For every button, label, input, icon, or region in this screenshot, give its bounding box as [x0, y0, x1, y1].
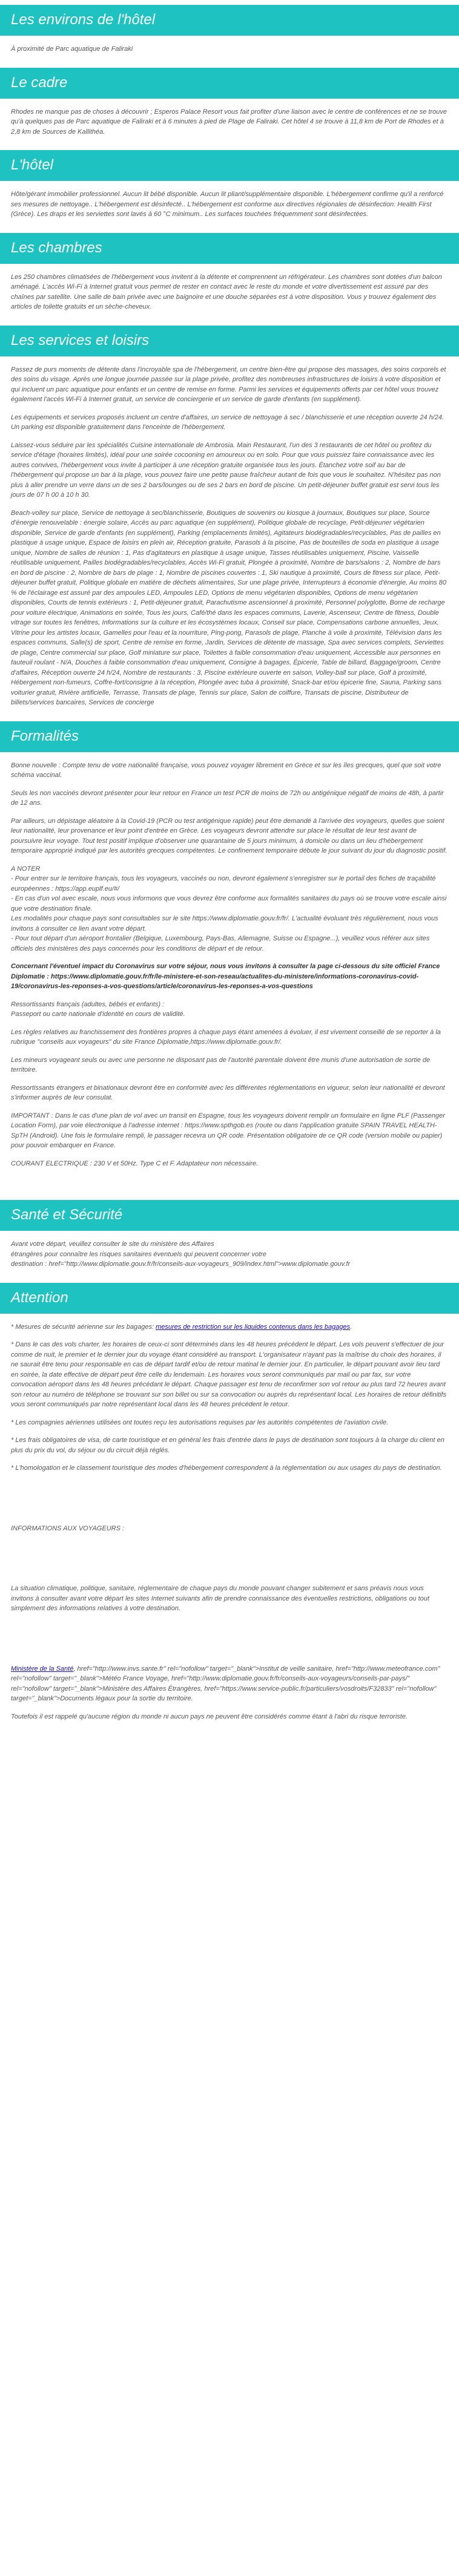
section-title: Formalités [0, 721, 459, 752]
formalites-paragraph: Bonne nouvelle : Compte tenu de votre nationalité française, vous pouvez voyager librement en Grèce et sur les îles grecques, quel que soit votre schéma vaccinal. [11, 761, 441, 779]
section-title: Attention [0, 1283, 459, 1314]
formalites-paragraph: Ressortissants étrangers et binationaux devront être en conformité avec les différentes réglementations en vigueur, selon leur nationalité et devront s'informer auprès de leur consulat. [11, 1084, 445, 1101]
hotel-text: Hôte/gérant immobilier professionnel. Aucun lit bébé disponible. Aucun lit pliant/supplémentaire disponible. L'hébergement confirme qu'il a renforcé ses mesures de nettoyage.. L'hébergement est désinfecté.. L'hébergement est conforme aux directives régionales de désinfection: Health First (Grèce). Les draps et les serviettes sont lavés à 60 °C minimum.. Les surfaces touchées fréquemment sont désinfectées. [11, 191, 444, 218]
formalites-paragraph: Les mineurs voyageant seuls ou avec une personne ne disposant pas de l'autorité parentale doivent être munis d'une autorisation de sortie de territoire. [11, 1056, 431, 1073]
attention-paragraph: * L'homologation et le classement touristique des modes d'hébergement correspondent à la réglementation ou aux usages du pays de destination. [11, 1464, 442, 1472]
sante-line: étrangères pour connaître les risques sanitaires éventuels qui peuvent concerner votre [11, 1250, 266, 1258]
services-paragraph: Passez de purs moments de détente dans l'incroyable spa de l'hébergement, un centre bien-être qui propose des massages, des soins corporels et des soins du visage. Après une longue journée passée sur la plage privée, profitez des nombreuses infrastructures de loisirs à votre disposition et qui incluent un parc aquatique pour enfants et un centre de remise en forme. Parmi les services et équipements offerts par cet hôtel vous trouvez également l'accès Wi-Fi à Internet gratuit, un service de conciergerie et un service de garde d'enfants (en supplément). [11, 365, 446, 403]
sante-block [11, 1239, 448, 1270]
environs-text: À proximité de Parc aquatique de Faliraki [11, 45, 133, 53]
section-attention [0, 1283, 459, 1722]
situation-paragraph: La situation climatique, politique, sanitaire, réglementaire de chaque pays du monde pouvant changer subitement et sans préavis nous vous invitons à consulter avant votre départ les sites Internet suivants afin de prendre connaissance des éventuelles restrictions, obligations ou tout simplement des informations relatives à votre destination. [11, 1585, 429, 1612]
services-paragraph: Laissez-vous séduire par les spécialités Cuisine internationale de Ambrosia. Main Restaurant, l'un des 3 restaurants de cet hôtel ou profitez du service d'étage (horaires limités), idéal pour une soirée cocooning en amoureux ou en solo. Pour que vous puissiez faire connaissance avec les autres convives, l'hébergement vous invite à participer à une réception gratuite organisée tous les jours. Étanchez votre soif au bar de l'hébergement qui propose un bar à la plage, vous pouvez faire une petite pause fraîcheur autant de fois que vous le souhaitez. N'hésitez pas non plus à aller prendre un verre dans un de ses 2 bars/lounges ou de ses 2 bars en bord de piscine. Un petit-déjeuner buffet gratuit est servi tous les jours de 07 h 00 à 10 h 30. [11, 441, 441, 499]
links-rest: , href="http://www.invs.sante.fr" rel="nofollow" target="_blank">Institut de veille sanitaire, href="http://www.meteofrance.com" rel="nofollow" target="_blank">Météo France Voyage, href="http://www.diplomatie.gouv.fr/fr/conseils-aux-voyageurs/conseils-par-pays/" rel="nofollow" target="_blank">Ministère des Affaires Étrangères, href="https://www.service-public.fr/particuliers/vosdroits/F32833" rel="nofollow" target="_blank">Documents légaux pour la sortie du territoire. [11, 1665, 440, 1702]
section-hotel [0, 150, 459, 220]
section-title: Les chambres [0, 233, 459, 264]
coronavirus-notice: Concernant l'éventuel impact du Coronavirus sur votre séjour, nous vous invitons à consulter la page ci-dessous du site officiel France Diplomatie : https://www.diplomatie.gouv.fr/fr/le-ministere-et-son-reseau/actualites-du-ministere/informations-coronavirus-covid-19/coronavirus-les-reponses-a-vos-questions/article/coronavirus-les-reponses-a-vos-questions [11, 963, 440, 990]
attention-paragraph: * Dans le cas des vols charter, les horaires de ceux-ci sont déterminés dans les 48 heures précédent le départ. Les vols peuvent s'effectuer de jour comme de nuit, le premier et le dernier jour du voyage étant considéré au transport. L'organisateur n'ayant pas la maîtrise du choix des horaires, il ne saurait être tenu pour responsable en cas de départ tardif et/ou de retour matinal le dernier jour. En particulier, le départ pouvant avoir lieu tard en soirée, la date effective de départ peut être celle du lendemain. Les horaires vous seront communiqués par mail ou par fax, sur votre convocation aéroport dans les 48 heures précédant le départ. Chaque passager est tenu de reconfirmer son vol retour au plus tard 72 heures avant son retour au numéro de téléphone se trouvant sur son billet ou sur sa convocation ou auprès du représentant local. Les horaires de retour définitifs vous seront communiqués par notre représentant local dans les 48 heures précédent le retour. [11, 1341, 447, 1408]
formalites-paragraph: Seuls les non vaccinés devront présenter pour leur retour en France un test PCR de moins de 72h ou antigénique négatif de moins de 48h, à partir de 12 ans. [11, 789, 444, 807]
note-line: - En cas d'un vol avec escale, nous vous informons que vous devrez être conforme aux formalités sanitaires du pays où se trouve votre escale ainsi que votre destination finale. [11, 895, 447, 913]
section-environs [0, 5, 459, 54]
attention-paragraph: * Les frais obligatoires de visa, de carte touristique et en général les frais d'entrée dans le pays de destination sont toujours à la charge du client en plus du prix du vol, du séjour ou du circuit déjà réglés. [11, 1437, 444, 1454]
services-paragraph: Beach-volley sur place, Service de nettoyage à sec/blanchisserie, Boutiques de souvenirs ou kiosque à journaux, Boutiques sur place, Source d'énergie renouvelable : énergie solaire, Accès au parc aquatique (en supplément), Politique globale de recyclage, Petit-déjeuner végétarien disponible, Service de garde d'enfants (en supplément), Parking (emplacements limités), Agitateurs biodégradables/recyclables, Pas de pailles en plastique à usage unique, Espace de loisirs en plein air, Réception gratuite, Parasols à la piscine, Pas de bouteilles de soda en plastique à usage unique, Nombre de salles de réunion : 1, Pas d'agitateurs en plastique à usage unique, Tasses réutilisables uniquement, Piscine, Vaisselle réutilisable uniquement, Pailles biodégradables/recyclables, Accès Wi-Fi gratuit, Plongée à proximité, Nombre de bars/salons : 2, Nombre de bars en bord de piscine : 2, Nombre de bars de plage : 1, Nombre de piscines couvertes : 1, Ski nautique à proximité, Cours de fitness sur place, Petit-déjeuner buffet gratuit, Politique globale en matière de déchets alimentaires, Sur une plage privée, Interrupteurs à économie d'énergie, Au moins 80 % de l'éclairage est assuré par des ampoules LED, Ampoules LED, Options de menu végétarien disponibles, Options de menu végétarien disponibles, Courts de tennis extérieurs : 1, Petit-déjeuner gratuit, Parachutisme ascensionnel à proximité, Personnel polyglotte, Borne de recharge pour voiture électrique, Animations en soirée, Tous les jours, Café/thé dans les espaces communs, Laverie, Ascenseur, Centre de fitness, Double vitrage sur toutes les fenêtres, Informations sur la culture et les écosystèmes locaux, Conseil sur place, Compensations carbone annuelles, Jeux, Vitrine pour les artistes locaux, Gamelles pour l'eau et la nourriture, Ping-pong, Parasols de plage, Planche à voile à proximité, Télévision dans les espaces communs, Salle(s) de sport, Centre de remise en forme, Jardin, Services de détente de massage, Spa avec services complets, Serviettes de plage, Centre commercial sur place, Golf miniature sur place, Toilettes à faible consommation d'eau uniquement, Accessible aux personnes en fauteuil roulant - N/A, Douches à faible consommation d'eau uniquement, Consigne à bagages, Épicerie, Table de billard, Baggage/groom, Centre d'affaires, Réception ouverte 24 h/24, Nombre de restaurants : 3, Piscine extérieure ouverte en saison, Volley-ball sur place, Golf à proximité, Hébergement non-fumeurs, Coffre-fort/consigne à la réception, Plongée avec tuba à proximité, Snack-bar et/ou épicerie fine, Sauna, Parking sans voiturier gratuit, Rivière artificielle, Terrasse, Transats de plage, Tennis sur place, Salon de coiffure, Transats de piscine, Distributeur de billets/services bancaires, Services de concierge [11, 509, 446, 706]
chambres-text: Les 250 chambres climatisées de l'hébergement vous invitent à la détente et comprennent un réfrigérateur. Les chambres sont dotées d'un balcon aménagé. L'accès Wi-Fi à Internet gratuit vous permet de rester en contact avec le reste du monde et votre divertissement est assuré par des chaînes par satellite. Une salle de bain privée avec une baignoire et une douche séparées est à votre disposition. Vous y trouvez également des articles de toilette gratuits et un sèche-cheveux. [11, 273, 442, 310]
section-chambres [0, 233, 459, 312]
cadre-text: Rhodes ne manque pas de choses à découvrir ; Esperos Palace Resort vous fait profiter d'une liaison avec le centre de conférences et ne se trouve qu'à quelques pas de Parc aquatique de Faliraki et à 6 minutes à pied de Plage de Faliraki. Cet hôtel 4 se trouve à 11,8 km de Port de Rhodes et à 2,8 km de Sources de Kallithéa. [11, 108, 447, 136]
bagages-suffix: . [350, 1323, 352, 1331]
bagages-prefix: * Mesures de sécurité aérienne sur les bagages: [11, 1323, 156, 1331]
sante-line: destination : href="http://www.diplomatie.gouv.fr/fr/conseils-aux-voyageurs_909/index.html">www.diplomatie.gouv.fr [11, 1260, 351, 1268]
terrorism-notice: Toutefois il est rappelé qu'aucune région du monde ni aucun pays ne peuvent être considérés comme étant à l'abri du risque terroriste. [11, 1712, 408, 1720]
ministere-sante-link[interactable]: Ministère de la Santé [11, 1665, 74, 1673]
section-cadre [0, 68, 459, 137]
section-title: Les services et loisirs [0, 326, 459, 356]
note-title: A NOTER [11, 865, 41, 873]
services-paragraph: Les équipements et services proposés incluent un centre d'affaires, un service de nettoyage à sec / blanchisserie et une réception ouverte 24 h/24. Un parking est disponible gratuitement dans l'enceinte de l'hébergement. [11, 413, 444, 431]
formalites-paragraph: IMPORTANT : Dans le cas d'une plan de vol avec un transit en Espagne, tous les voyageurs doivent remplir un formulaire en ligne PLF (Passenger Location Form), par voie électronique à l'adresse internet : https://www.spthgob.es (route ou dans l'application gratuite SPAIN TRAVEL HEALTH-SpTH (Android). Une fois le formulaire rempli, le passager recevra un QR code. Présentation obligatoire de ce QR code (version mobile ou papier) pour pouvoir embarquer en France. [11, 1112, 445, 1149]
note-line: - Pour tout départ d'un aéroport frontalier (Belgique, Luxembourg, Pays-Bas, Allemagne, Suisse ou Espagne...), veuillez vous référer aux sites officiels des ministères des pays concernés pour les conditions de départ et de retour. [11, 935, 430, 952]
info-title: INFORMATIONS AUX VOYAGEURS : [11, 1524, 125, 1532]
sante-line: Avant votre départ, veuillez consulter le site du ministère des Affaires [11, 1240, 214, 1248]
electricity-info: COURANT ELECTRIQUE : 230 V et 50Hz. Type C et F. Adaptateur non nécessaire. [11, 1159, 259, 1167]
resident-block [11, 1000, 448, 1020]
formalites-paragraph: Les règles relatives au franchissement des frontières propres à chaque pays étant amenées à évoluer, il est vivement conseillé de se reporter à la rubrique "conseils aux voyageurs" du site France Diplomatie,https://www.diplomatie.gouv.fr/. [11, 1028, 441, 1046]
section-title: Le cadre [0, 68, 459, 99]
resident-line: Ressortissants français (adultes, bébés et enfants) : [11, 1000, 165, 1008]
links-block [11, 1664, 448, 1704]
section-title: Santé et Sécurité [0, 1200, 459, 1231]
liquids-restriction-link[interactable]: mesures de restriction sur les liquides contenus dans les bagages [156, 1323, 351, 1331]
bagages-block [11, 1322, 448, 1332]
attention-paragraph: * Les compagnies aériennes utilisées ont toutes reçu les autorisations requises par les autorités compétentes de l'aviation civile. [11, 1418, 389, 1426]
resident-line: Passeport ou carte nationale d'identité en cours de validité. [11, 1011, 185, 1018]
note-line: Les modalités pour chaque pays sont consultables sur le site https://www.diplomatie.gouv.fr/fr/. L'actualité évoluant très régulièrement, nous vous invitons à consulter ce lien avant votre départ. [11, 915, 438, 932]
note-line: - Pour entrer sur le territoire français, tous les voyageurs, vaccinés ou non, devront également s'enregistrer sur le portail des fiches de traçabilité européennes : https://app.euplf.eu/#/ [11, 875, 436, 893]
note-block [11, 864, 448, 954]
section-title: L'hôtel [0, 150, 459, 181]
section-formalites [0, 721, 459, 1169]
section-services [0, 326, 459, 708]
section-sante [0, 1200, 459, 1270]
formalites-paragraph: Par ailleurs, un dépistage aléatoire à la Covid-19 (PCR ou test antigénique rapide) peut être demandé à l'arrivée des voyageurs, quelles que soient leur nationalité, leur provenance et leur point d'entrée en Grèce. Les voyageurs devront attendre sur place le résultat de leur test avant de poursuivre leur voyage. Tout test positif implique d'observer une quarantaine de 5 jours minimum, à domicile ou dans un lieu d'hébergement temporaire approprié indiqué par les autorités grecques compétentes. Le confinement temporaire débute le jour suivant du jour du diagnostic positif. [11, 817, 447, 854]
section-title: Les environs de l'hôtel [0, 5, 459, 36]
